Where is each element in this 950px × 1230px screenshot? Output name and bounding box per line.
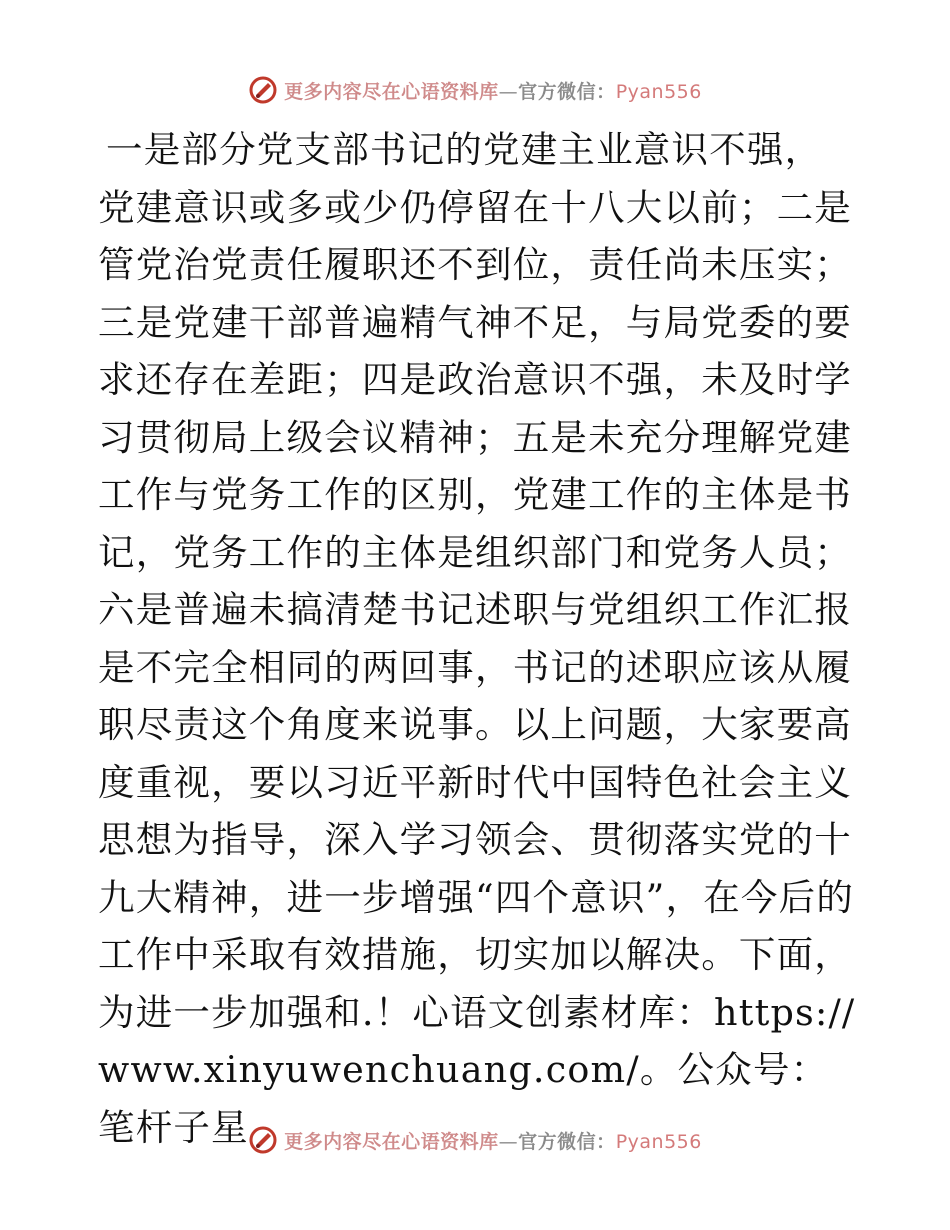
- brand-logo-icon: [248, 1125, 278, 1155]
- header-banner: [0, 70, 950, 110]
- footer-wechat-id: Pyan556: [615, 1130, 702, 1153]
- header-banner-text: [284, 77, 702, 104]
- document-body-paragraph: 一是部分党支部书记的党建主业意识不强，党建意识或多或少仍停留在十八大以前；二是管党治党责任履职还不到位，责任尚未压实；三是党建干部普遍精气神不足，与局党委的要求还存在差距；四是政治意识不强，未及时学习贯彻局上级会议精神；五是未充分理解党建工作与党务工作的区别，党建工作的主体是书记，党务工作的主体是组织部门和党务人员；六是普遍未搞清楚书记述职与党组织工作汇报是不完全相同的两回事，书记的述职应该从履职尽责这个角度来说事。以上问题，大家要高度重视，要以习近平新时代中国特色社会主义思想为指导，深入学习领会、贯彻落实党的十九大精神，进一步增强“四个意识”，在今后的工作中采取有效措施，切实加以解决。下面，为进一步加强和.！心语文创素材库：https://www.xinyuwenchuang.com/。公众号：笔杆子星: [98, 128, 856, 1149]
- footer-banner-separator: —: [498, 1130, 519, 1153]
- header-wechat-id: Pyan556: [615, 80, 702, 103]
- brand-logo-icon: [248, 75, 278, 105]
- footer-banner-main: 更多内容尽在心语资料库: [284, 1130, 499, 1153]
- header-banner-separator: —: [498, 80, 519, 103]
- header-banner-main: 更多内容尽在心语资料库: [284, 80, 499, 103]
- footer-banner: [0, 1120, 950, 1160]
- header-banner-label: 官方微信：: [518, 80, 616, 103]
- footer-banner-label: 官方微信：: [518, 1130, 616, 1153]
- footer-banner-text: [284, 1127, 702, 1154]
